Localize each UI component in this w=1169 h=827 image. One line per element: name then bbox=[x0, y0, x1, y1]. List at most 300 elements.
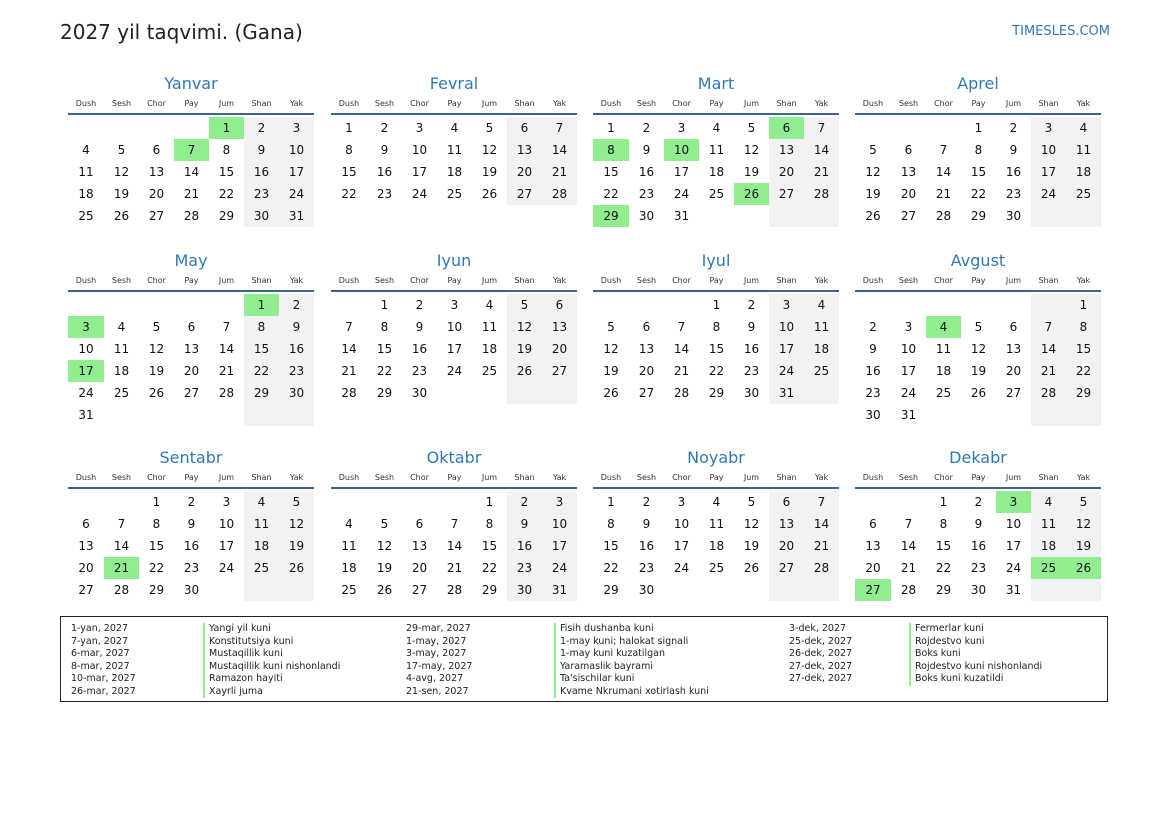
day-cell: 8 bbox=[607, 517, 615, 531]
day-cell: 24 bbox=[900, 386, 917, 400]
day-cell: 20 bbox=[638, 364, 655, 378]
empty-cell bbox=[961, 404, 996, 426]
weekday-label: Shan bbox=[514, 276, 535, 285]
day-cell: 30 bbox=[507, 579, 542, 601]
weekday-label: Sesh bbox=[374, 276, 395, 285]
day-cell: 12 bbox=[148, 342, 165, 356]
weekday-label: Shan bbox=[776, 473, 797, 482]
day-cell: 21 bbox=[900, 561, 917, 575]
day-cell: 27 bbox=[769, 183, 804, 205]
day-cell: 3 bbox=[450, 298, 459, 312]
day-cell: 25 bbox=[804, 360, 839, 382]
day-cell: 4 bbox=[345, 517, 353, 531]
weekday-label: Shan bbox=[776, 276, 797, 285]
empty-cell bbox=[926, 117, 961, 139]
month-name: Fevral bbox=[429, 74, 479, 93]
day-cell: 7 bbox=[939, 143, 948, 157]
holiday-day: 26 bbox=[1066, 557, 1101, 579]
day-cell: 16 bbox=[638, 539, 655, 553]
day-cell: 30 bbox=[279, 382, 314, 404]
day-cell: 20 bbox=[900, 187, 917, 201]
day-cell: 2 bbox=[869, 320, 877, 334]
holiday-day: 6 bbox=[769, 117, 804, 139]
weekday-label: Chor bbox=[147, 473, 166, 482]
day-cell: 6 bbox=[507, 117, 542, 139]
day-cell: 2 bbox=[415, 298, 424, 312]
day-cell: 25 bbox=[708, 561, 725, 575]
holiday-name: Ramazon hayiti bbox=[203, 673, 340, 686]
day-cell: 27 bbox=[1005, 386, 1022, 400]
day-cell: 30 bbox=[970, 583, 987, 597]
day-cell: 16 bbox=[244, 161, 279, 183]
day-cell: 19 bbox=[148, 364, 165, 378]
day-cell: 4 bbox=[1031, 491, 1066, 513]
day-cell: 6 bbox=[904, 143, 913, 157]
site-link[interactable]: TIMESLES.COM bbox=[1012, 24, 1110, 39]
day-cell: 12 bbox=[743, 517, 760, 531]
day-cell: 20 bbox=[78, 561, 94, 575]
empty-cell bbox=[734, 579, 769, 601]
day-cell: 2 bbox=[507, 491, 542, 513]
empty-cell bbox=[926, 294, 961, 316]
month-name: May bbox=[174, 251, 208, 270]
day-cell: 12 bbox=[743, 143, 760, 157]
day-cell: 15 bbox=[148, 539, 165, 553]
day-cell: 7 bbox=[222, 320, 231, 334]
day-cell: 14 bbox=[804, 139, 839, 161]
month-fevral bbox=[331, 73, 577, 205]
day-cell: 11 bbox=[341, 539, 357, 553]
day-cell: 21 bbox=[542, 161, 577, 183]
day-cell: 22 bbox=[970, 187, 987, 201]
day-cell: 12 bbox=[1066, 513, 1101, 535]
day-cell: 8 bbox=[380, 320, 389, 334]
weekday-label: Dush bbox=[862, 99, 884, 108]
day-cell: 10 bbox=[1031, 139, 1066, 161]
day-cell: 5 bbox=[485, 121, 494, 135]
weekday-header bbox=[331, 97, 577, 115]
day-cell: 9 bbox=[642, 143, 651, 157]
weekday-label: Dush bbox=[338, 276, 360, 285]
day-cell: 14 bbox=[900, 539, 917, 553]
day-grid bbox=[855, 115, 1101, 227]
day-cell: 10 bbox=[769, 316, 804, 338]
weekday-header bbox=[68, 97, 314, 115]
weekday-label: Yak bbox=[289, 276, 304, 285]
day-cell: 20 bbox=[542, 338, 577, 360]
empty-cell bbox=[891, 117, 926, 139]
day-cell: 11 bbox=[481, 320, 498, 334]
day-cell: 15 bbox=[244, 338, 279, 360]
weekday-label: Shan bbox=[514, 99, 535, 108]
holiday-date: 10-mar, 2027 bbox=[71, 673, 136, 684]
day-cell: 5 bbox=[747, 121, 756, 135]
day-cell: 24 bbox=[218, 561, 235, 575]
month-oktabr bbox=[331, 447, 577, 601]
holiday-day: 27 bbox=[855, 579, 891, 601]
holiday-day: 26 bbox=[734, 183, 769, 205]
page-title: 2027 yil taqvimi. (Gana) bbox=[60, 20, 303, 44]
day-cell: 30 bbox=[638, 209, 655, 223]
day-cell: 15 bbox=[1066, 338, 1101, 360]
empty-cell bbox=[209, 404, 244, 426]
day-cell: 19 bbox=[481, 165, 498, 179]
day-cell: 21 bbox=[673, 364, 690, 378]
day-cell: 9 bbox=[507, 513, 542, 535]
holiday-name: Fisih dushanba kuni bbox=[554, 623, 709, 636]
weekday-label: Pay bbox=[184, 99, 199, 108]
day-cell: 15 bbox=[603, 539, 619, 553]
day-cell: 31 bbox=[673, 209, 690, 223]
day-cell: 28 bbox=[218, 386, 235, 400]
weekday-label: Yak bbox=[1076, 276, 1091, 285]
day-cell: 10 bbox=[446, 320, 463, 334]
weekday-label: Sesh bbox=[111, 276, 132, 285]
day-cell: 30 bbox=[411, 386, 428, 400]
holiday-name: 1-may kuni kuzatilgan bbox=[554, 648, 709, 661]
day-cell: 15 bbox=[603, 165, 619, 179]
empty-cell bbox=[331, 294, 367, 316]
day-cell: 26 bbox=[481, 187, 498, 201]
day-cell: 14 bbox=[542, 139, 577, 161]
day-cell: 22 bbox=[376, 364, 393, 378]
day-cell: 27 bbox=[769, 557, 804, 579]
day-cell: 10 bbox=[1005, 517, 1022, 531]
day-cell: 18 bbox=[804, 338, 839, 360]
day-cell: 14 bbox=[446, 539, 463, 553]
day-cell: 7 bbox=[804, 117, 839, 139]
day-cell: 10 bbox=[78, 342, 94, 356]
day-cell: 27 bbox=[78, 583, 94, 597]
day-cell: 21 bbox=[1031, 360, 1066, 382]
day-grid bbox=[68, 292, 314, 426]
day-cell: 29 bbox=[481, 583, 498, 597]
day-cell: 26 bbox=[279, 557, 314, 579]
day-cell: 2 bbox=[279, 294, 314, 316]
holiday-date: 1-may, 2027 bbox=[406, 635, 467, 647]
day-cell: 3 bbox=[769, 294, 804, 316]
day-grid bbox=[855, 292, 1101, 426]
holiday-day: 4 bbox=[926, 316, 961, 338]
month-mart bbox=[593, 73, 839, 227]
empty-cell bbox=[996, 294, 1031, 316]
day-cell: 28 bbox=[113, 583, 130, 597]
day-cell: 8 bbox=[244, 316, 279, 338]
day-cell: 2 bbox=[974, 495, 983, 509]
month-name: Oktabr bbox=[426, 448, 482, 467]
day-cell: 26 bbox=[970, 386, 987, 400]
day-cell: 19 bbox=[279, 535, 314, 557]
day-cell: 15 bbox=[376, 342, 393, 356]
day-cell: 31 bbox=[542, 579, 577, 601]
weekday-label: Dush bbox=[75, 473, 97, 482]
empty-cell bbox=[926, 404, 961, 426]
day-cell: 1 bbox=[345, 121, 353, 135]
empty-cell bbox=[402, 491, 437, 513]
weekday-label: Pay bbox=[971, 276, 986, 285]
empty-cell bbox=[507, 382, 542, 404]
day-cell: 13 bbox=[900, 165, 917, 179]
day-cell: 3 bbox=[1031, 117, 1066, 139]
weekday-label: Chor bbox=[934, 276, 953, 285]
holiday-date: 25-dek, 2027 bbox=[789, 635, 853, 647]
empty-cell bbox=[891, 491, 926, 513]
empty-cell bbox=[804, 579, 839, 601]
day-cell: 17 bbox=[411, 165, 428, 179]
day-cell: 17 bbox=[673, 539, 690, 553]
day-cell: 5 bbox=[1066, 491, 1101, 513]
day-cell: 16 bbox=[507, 535, 542, 557]
month-name: Noyabr bbox=[687, 448, 745, 467]
weekday-label: Jum bbox=[743, 276, 760, 285]
day-cell: 11 bbox=[446, 143, 463, 157]
day-cell: 5 bbox=[747, 495, 756, 509]
day-cell: 2 bbox=[1009, 121, 1018, 135]
day-cell: 23 bbox=[1005, 187, 1022, 201]
day-cell: 30 bbox=[244, 205, 279, 227]
day-cell: 23 bbox=[507, 557, 542, 579]
weekday-label: Chor bbox=[147, 276, 166, 285]
day-cell: 11 bbox=[1031, 513, 1066, 535]
weekday-label: Jum bbox=[481, 473, 498, 482]
weekday-label: Pay bbox=[447, 99, 462, 108]
weekday-header bbox=[68, 274, 314, 292]
weekday-label: Jum bbox=[481, 276, 498, 285]
day-cell: 21 bbox=[341, 364, 357, 378]
day-cell: 27 bbox=[507, 183, 542, 205]
day-cell: 16 bbox=[865, 364, 881, 378]
holiday-day: 1 bbox=[209, 117, 244, 139]
empty-cell bbox=[1031, 205, 1066, 227]
day-cell: 4 bbox=[82, 143, 90, 157]
day-cell: 9 bbox=[380, 143, 389, 157]
weekday-label: Shan bbox=[776, 99, 797, 108]
day-cell: 5 bbox=[152, 320, 161, 334]
day-cell: 29 bbox=[148, 583, 165, 597]
day-cell: 19 bbox=[970, 364, 987, 378]
day-cell: 19 bbox=[507, 338, 542, 360]
day-cell: 12 bbox=[279, 513, 314, 535]
day-cell: 14 bbox=[113, 539, 130, 553]
holiday-day: 1 bbox=[244, 294, 279, 316]
weekday-label: Chor bbox=[672, 276, 691, 285]
day-cell: 26 bbox=[113, 209, 130, 223]
day-cell: 28 bbox=[1031, 382, 1066, 404]
day-cell: 24 bbox=[279, 183, 314, 205]
weekday-label: Shan bbox=[251, 99, 272, 108]
day-cell: 27 bbox=[900, 209, 917, 223]
day-cell: 28 bbox=[542, 183, 577, 205]
empty-cell bbox=[279, 404, 314, 426]
holiday-name: Rojdestvo kuni bbox=[909, 636, 1042, 649]
holiday-date: 26-mar, 2027 bbox=[71, 685, 136, 697]
day-cell: 23 bbox=[183, 561, 200, 575]
day-grid bbox=[331, 292, 577, 404]
day-cell: 16 bbox=[279, 338, 314, 360]
day-cell: 9 bbox=[415, 320, 424, 334]
day-cell: 5 bbox=[380, 517, 389, 531]
holiday-day: 10 bbox=[664, 139, 699, 161]
day-cell: 27 bbox=[183, 386, 200, 400]
weekday-label: Sesh bbox=[636, 276, 657, 285]
day-cell: 26 bbox=[376, 583, 393, 597]
day-cell: 9 bbox=[187, 517, 196, 531]
day-cell: 9 bbox=[974, 517, 983, 531]
weekday-label: Chor bbox=[410, 473, 429, 482]
month-avgust bbox=[855, 250, 1101, 426]
day-cell: 21 bbox=[804, 535, 839, 557]
day-cell: 29 bbox=[1066, 382, 1101, 404]
day-cell: 14 bbox=[935, 165, 952, 179]
empty-cell bbox=[174, 404, 209, 426]
weekday-label: Dush bbox=[75, 276, 97, 285]
day-cell: 22 bbox=[148, 561, 165, 575]
day-cell: 1 bbox=[712, 298, 721, 312]
day-grid bbox=[331, 115, 577, 205]
day-cell: 14 bbox=[341, 342, 357, 356]
day-cell: 24 bbox=[769, 360, 804, 382]
day-cell: 10 bbox=[542, 513, 577, 535]
day-grid bbox=[593, 115, 839, 227]
weekday-header bbox=[593, 471, 839, 489]
holiday-date-column bbox=[789, 623, 852, 686]
weekday-label: Pay bbox=[447, 473, 462, 482]
day-cell: 5 bbox=[607, 320, 615, 334]
empty-cell bbox=[331, 491, 367, 513]
day-cell: 12 bbox=[603, 342, 619, 356]
day-cell: 17 bbox=[542, 535, 577, 557]
day-cell: 31 bbox=[279, 205, 314, 227]
empty-cell bbox=[629, 294, 664, 316]
day-cell: 27 bbox=[638, 386, 655, 400]
day-cell: 23 bbox=[638, 561, 655, 575]
month-dekabr bbox=[855, 447, 1101, 601]
day-cell: 20 bbox=[148, 187, 165, 201]
month-may bbox=[68, 250, 314, 426]
empty-cell bbox=[367, 491, 402, 513]
weekday-label: Shan bbox=[251, 473, 272, 482]
day-cell: 29 bbox=[970, 209, 987, 223]
day-cell: 20 bbox=[865, 561, 881, 575]
day-cell: 17 bbox=[1031, 161, 1066, 183]
holiday-name: Mustaqillik kuni bbox=[203, 648, 340, 661]
empty-cell bbox=[891, 294, 926, 316]
day-cell: 15 bbox=[708, 342, 725, 356]
weekday-label: Jum bbox=[1005, 99, 1022, 108]
day-cell: 14 bbox=[804, 513, 839, 535]
holiday-name-column bbox=[203, 623, 340, 698]
month-iyul bbox=[593, 250, 839, 404]
day-cell: 22 bbox=[481, 561, 498, 575]
day-cell: 8 bbox=[939, 517, 948, 531]
weekday-label: Pay bbox=[971, 99, 986, 108]
weekday-label: Yak bbox=[1076, 99, 1091, 108]
day-cell: 8 bbox=[485, 517, 494, 531]
day-cell: 8 bbox=[1066, 316, 1101, 338]
day-cell: 8 bbox=[222, 143, 231, 157]
day-cell: 8 bbox=[152, 517, 161, 531]
day-cell: 30 bbox=[638, 583, 655, 597]
day-cell: 29 bbox=[708, 386, 725, 400]
day-cell: 24 bbox=[78, 386, 94, 400]
day-cell: 6 bbox=[769, 491, 804, 513]
day-cell: 13 bbox=[769, 513, 804, 535]
day-cell: 9 bbox=[642, 517, 651, 531]
day-cell: 17 bbox=[900, 364, 917, 378]
day-cell: 12 bbox=[113, 165, 130, 179]
empty-cell bbox=[139, 294, 174, 316]
day-cell: 20 bbox=[183, 364, 200, 378]
day-cell: 3 bbox=[415, 121, 424, 135]
day-cell: 16 bbox=[411, 342, 428, 356]
holiday-date: 8-mar, 2027 bbox=[71, 660, 130, 672]
weekday-label: Pay bbox=[709, 473, 724, 482]
weekday-label: Jum bbox=[1005, 473, 1022, 482]
day-cell: 22 bbox=[341, 187, 357, 201]
empty-cell bbox=[664, 579, 699, 601]
day-cell: 6 bbox=[542, 294, 577, 316]
day-cell: 25 bbox=[708, 187, 725, 201]
day-cell: 31 bbox=[1005, 583, 1022, 597]
day-cell: 11 bbox=[935, 342, 952, 356]
weekday-label: Yak bbox=[1076, 473, 1091, 482]
day-cell: 10 bbox=[673, 517, 690, 531]
month-iyun bbox=[331, 250, 577, 404]
day-cell: 20 bbox=[769, 535, 804, 557]
day-cell: 24 bbox=[542, 557, 577, 579]
day-cell: 15 bbox=[481, 539, 498, 553]
day-cell: 23 bbox=[244, 183, 279, 205]
day-grid bbox=[855, 489, 1101, 601]
day-cell: 20 bbox=[411, 561, 428, 575]
weekday-label: Chor bbox=[410, 276, 429, 285]
day-cell: 12 bbox=[376, 539, 393, 553]
day-cell: 6 bbox=[82, 517, 90, 531]
day-cell: 15 bbox=[341, 165, 357, 179]
holiday-date: 1-yan, 2027 bbox=[71, 623, 128, 634]
empty-cell bbox=[664, 294, 699, 316]
day-cell: 23 bbox=[865, 386, 881, 400]
day-cell: 29 bbox=[603, 583, 619, 597]
empty-cell bbox=[104, 294, 139, 316]
empty-cell bbox=[139, 117, 174, 139]
day-cell: 28 bbox=[935, 209, 952, 223]
month-name: Aprel bbox=[957, 74, 999, 93]
day-cell: 11 bbox=[113, 342, 130, 356]
weekday-header bbox=[68, 471, 314, 489]
day-cell: 22 bbox=[935, 561, 952, 575]
weekday-label: Pay bbox=[447, 276, 462, 285]
day-cell: 7 bbox=[450, 517, 459, 531]
day-cell: 7 bbox=[904, 517, 913, 531]
day-cell: 3 bbox=[904, 320, 913, 334]
weekday-label: Sesh bbox=[898, 99, 919, 108]
weekday-label: Dush bbox=[75, 99, 97, 108]
day-cell: 21 bbox=[183, 187, 200, 201]
weekday-header bbox=[331, 471, 577, 489]
day-cell: 8 bbox=[712, 320, 721, 334]
day-cell: 2 bbox=[747, 298, 756, 312]
day-cell: 18 bbox=[244, 535, 279, 557]
weekday-header bbox=[593, 97, 839, 115]
day-cell: 11 bbox=[708, 517, 725, 531]
holiday-name: Ta'sischilar kuni bbox=[554, 673, 709, 686]
day-cell: 7 bbox=[345, 320, 353, 334]
day-cell: 11 bbox=[244, 513, 279, 535]
day-cell: 4 bbox=[1066, 117, 1101, 139]
holiday-day: 3 bbox=[996, 491, 1031, 513]
day-cell: 1 bbox=[974, 121, 983, 135]
